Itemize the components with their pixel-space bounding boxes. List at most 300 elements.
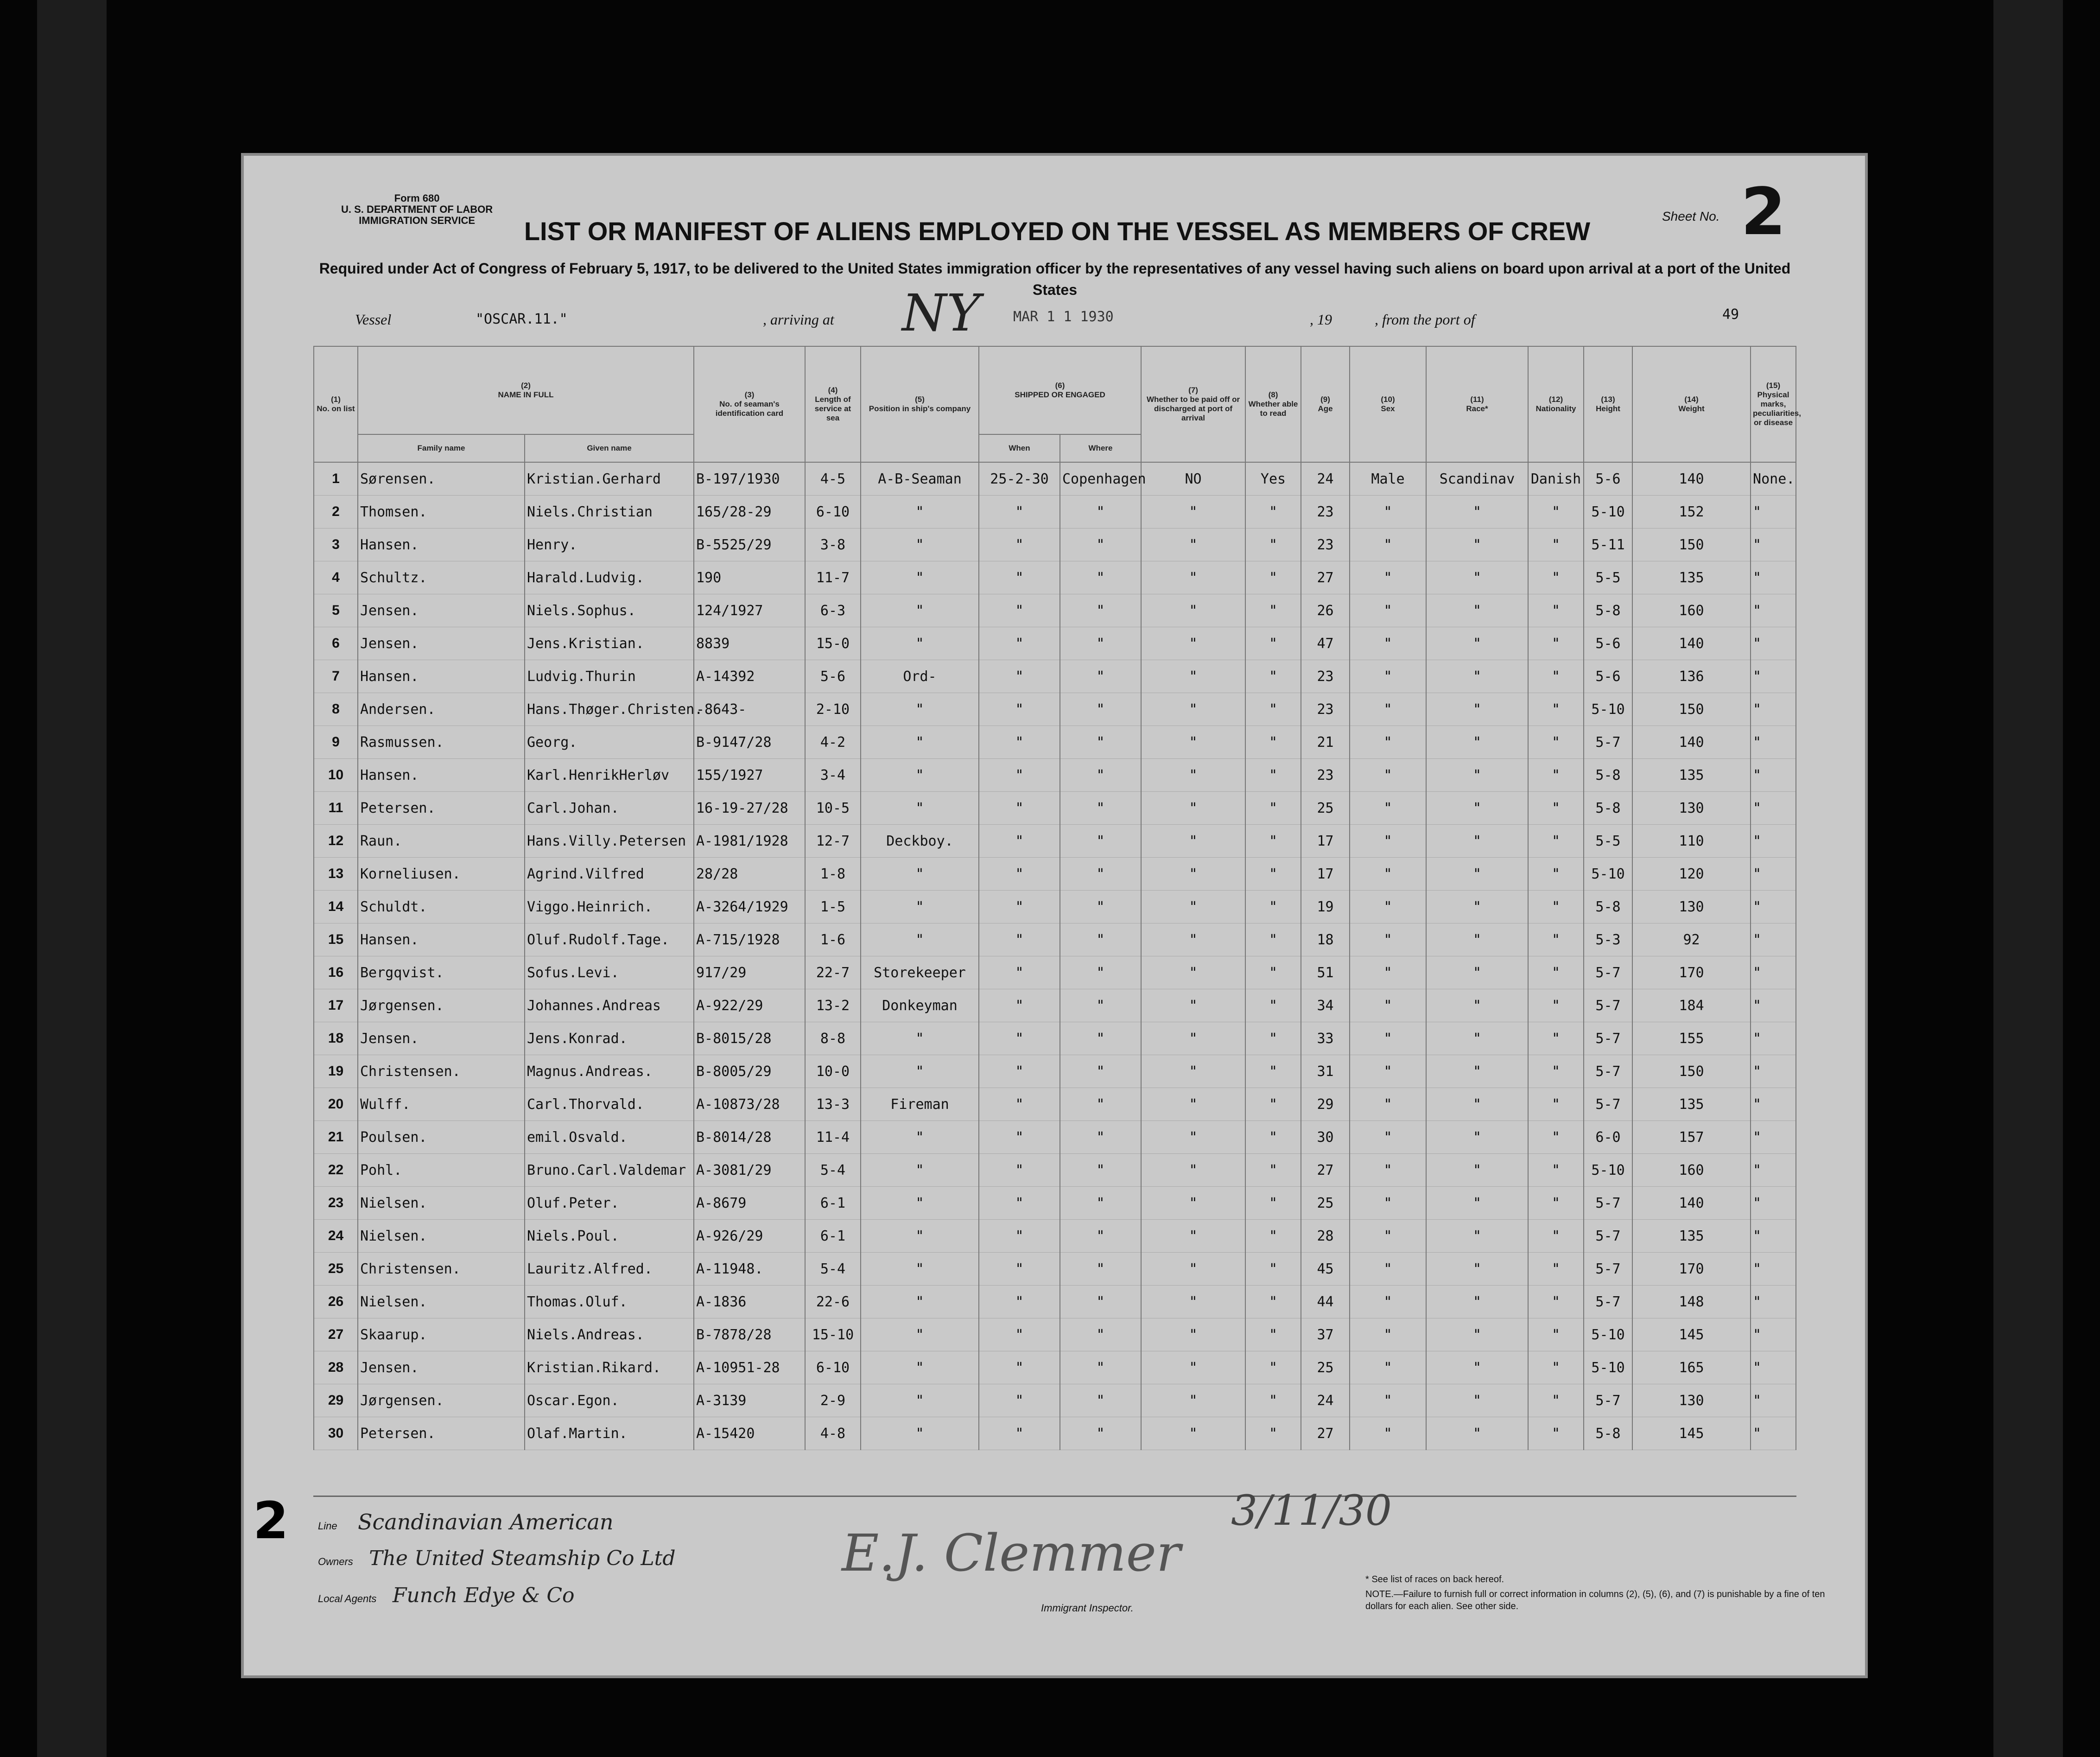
cell-family: Petersen.	[358, 792, 525, 825]
cell-paid: "	[1141, 989, 1245, 1022]
cell-marks: "	[1751, 1121, 1796, 1154]
table-row	[314, 989, 1796, 1022]
table-row	[314, 528, 1796, 561]
cell-marks: "	[1751, 693, 1796, 726]
cell-card: 165/28-29	[694, 496, 805, 528]
cell-nationality: "	[1528, 956, 1584, 989]
cell-no: 27	[314, 1318, 358, 1351]
cell-position: "	[861, 1351, 979, 1384]
cell-service: 15-0	[805, 627, 861, 660]
cell-nationality: "	[1528, 1121, 1584, 1154]
cell-race: "	[1426, 1121, 1528, 1154]
cell-family: Schuldt.	[358, 891, 525, 923]
cell-read: "	[1245, 792, 1301, 825]
cell-card: A-922/29	[694, 989, 805, 1022]
sheet-number: 2	[1741, 174, 1786, 250]
cell-age: 29	[1301, 1088, 1350, 1121]
cell-paid: "	[1141, 528, 1245, 561]
cell-height: 5-7	[1584, 1286, 1632, 1318]
cell-nationality: "	[1528, 1220, 1584, 1253]
cell-height: 5-7	[1584, 1253, 1632, 1286]
cell-weight: 135	[1632, 1088, 1751, 1121]
col-subheader-where: Where	[1060, 434, 1141, 462]
cell-height: 5-7	[1584, 1384, 1632, 1417]
cell-position: "	[861, 1154, 979, 1187]
col-header-marks: (15) Physical marks, peculiarities, or disease	[1751, 346, 1796, 462]
cell-nationality: Danish	[1528, 462, 1584, 496]
cell-position: Fireman	[861, 1088, 979, 1121]
cell-read: "	[1245, 561, 1301, 594]
cell-card: A-715/1928	[694, 923, 805, 956]
cell-family: Andersen.	[358, 693, 525, 726]
cell-card: 28/28	[694, 858, 805, 891]
col-header-no: (1) No. on list	[314, 346, 358, 462]
cell-read: "	[1245, 660, 1301, 693]
cell-no: 3	[314, 528, 358, 561]
cell-height: 5-8	[1584, 594, 1632, 627]
cell-age: 25	[1301, 1187, 1350, 1220]
cell-read: "	[1245, 693, 1301, 726]
cell-no: 26	[314, 1286, 358, 1318]
cell-paid: "	[1141, 1187, 1245, 1220]
cell-card: 8839	[694, 627, 805, 660]
cell-nationality: "	[1528, 693, 1584, 726]
cell-given: emil.Osvald.	[525, 1121, 694, 1154]
cell-age: 23	[1301, 528, 1350, 561]
cell-paid: "	[1141, 660, 1245, 693]
cell-race: "	[1426, 1384, 1528, 1417]
cell-sex: "	[1350, 528, 1426, 561]
cell-card: A-3139	[694, 1384, 805, 1417]
cell-race: "	[1426, 1154, 1528, 1187]
cell-marks: "	[1751, 660, 1796, 693]
cell-age: 26	[1301, 594, 1350, 627]
cell-sex: "	[1350, 726, 1426, 759]
col-header-name: (2) NAME IN FULL	[358, 346, 694, 434]
cell-race: "	[1426, 956, 1528, 989]
cell-family: Bergqvist.	[358, 956, 525, 989]
cell-given: Magnus.Andreas.	[525, 1055, 694, 1088]
agents-label: Local Agents	[318, 1593, 377, 1604]
cell-position: "	[861, 726, 979, 759]
cell-age: 37	[1301, 1318, 1350, 1351]
table-row	[314, 759, 1796, 792]
cell-position: "	[861, 528, 979, 561]
cell-race: "	[1426, 1022, 1528, 1055]
cell-weight: 140	[1632, 627, 1751, 660]
cell-when: "	[979, 1417, 1060, 1450]
cell-weight: 150	[1632, 528, 1751, 561]
cell-service: 3-8	[805, 528, 861, 561]
cell-race: "	[1426, 825, 1528, 858]
cell-marks: "	[1751, 1253, 1796, 1286]
cell-when: "	[979, 1286, 1060, 1318]
cell-paid: "	[1141, 1220, 1245, 1253]
cell-family: Rasmussen.	[358, 726, 525, 759]
cell-no: 13	[314, 858, 358, 891]
cell-nationality: "	[1528, 1253, 1584, 1286]
cell-given: Oscar.Egon.	[525, 1384, 694, 1417]
cell-service: 6-1	[805, 1187, 861, 1220]
cell-paid: "	[1141, 1253, 1245, 1286]
cell-where: "	[1060, 561, 1141, 594]
col-header-height: (13) Height	[1584, 346, 1632, 462]
cell-marks: "	[1751, 1088, 1796, 1121]
cell-card: A-11948.	[694, 1253, 805, 1286]
cell-race: "	[1426, 759, 1528, 792]
cell-read: "	[1245, 1187, 1301, 1220]
cell-height: 5-10	[1584, 496, 1632, 528]
cell-when: "	[979, 1384, 1060, 1417]
cell-paid: "	[1141, 1121, 1245, 1154]
cell-where: "	[1060, 923, 1141, 956]
cell-read: "	[1245, 1253, 1301, 1286]
cell-service: 8-8	[805, 1022, 861, 1055]
cell-height: 5-7	[1584, 1055, 1632, 1088]
cell-where: "	[1060, 1384, 1141, 1417]
cell-age: 28	[1301, 1220, 1350, 1253]
date-stamp: MAR 1 1 1930	[1013, 309, 1114, 325]
table-row	[314, 594, 1796, 627]
cell-family: Pohl.	[358, 1154, 525, 1187]
page-subtitle: Required under Act of Congress of February 5, 1917, to be delivered to the United States immigration officer by the representatives of any vessel having such aliens on board upon arrival at a port of the United States	[319, 260, 1791, 298]
cell-service: 6-3	[805, 594, 861, 627]
cell-service: 4-2	[805, 726, 861, 759]
cell-paid: "	[1141, 1286, 1245, 1318]
table-row	[314, 1088, 1796, 1121]
cell-family: Hansen.	[358, 660, 525, 693]
cell-race: "	[1426, 1417, 1528, 1450]
table-body	[314, 462, 1796, 1450]
cell-read: "	[1245, 1055, 1301, 1088]
line-value: Scandinavian American	[358, 1509, 614, 1534]
cell-weight: 148	[1632, 1286, 1751, 1318]
cell-family: Hansen.	[358, 759, 525, 792]
cell-service: 22-7	[805, 956, 861, 989]
table-row	[314, 1055, 1796, 1088]
cell-family: Jørgensen.	[358, 1384, 525, 1417]
cell-weight: 157	[1632, 1121, 1751, 1154]
cell-race: "	[1426, 858, 1528, 891]
col-header-shipped: (6) SHIPPED OR ENGAGED	[979, 346, 1141, 434]
cell-family: Skaarup.	[358, 1318, 525, 1351]
cell-where: "	[1060, 496, 1141, 528]
cell-position: "	[861, 1121, 979, 1154]
cell-marks: "	[1751, 528, 1796, 561]
cell-family: Jensen.	[358, 627, 525, 660]
cell-family: Raun.	[358, 825, 525, 858]
cell-family: Jensen.	[358, 1022, 525, 1055]
cell-family: Nielsen.	[358, 1286, 525, 1318]
cell-weight: 130	[1632, 891, 1751, 923]
cell-nationality: "	[1528, 1286, 1584, 1318]
cell-given: Sofus.Levi.	[525, 956, 694, 989]
cell-marks: "	[1751, 726, 1796, 759]
cell-position: "	[861, 496, 979, 528]
cell-height: 5-10	[1584, 1318, 1632, 1351]
cell-sex: "	[1350, 792, 1426, 825]
cell-height: 5-7	[1584, 1022, 1632, 1055]
cell-race: "	[1426, 1088, 1528, 1121]
cell-marks: "	[1751, 891, 1796, 923]
cell-marks: "	[1751, 1286, 1796, 1318]
cell-age: 18	[1301, 923, 1350, 956]
cell-service: 12-7	[805, 825, 861, 858]
cell-where: "	[1060, 1286, 1141, 1318]
cell-where: "	[1060, 825, 1141, 858]
cell-when: "	[979, 1154, 1060, 1187]
cell-race: "	[1426, 693, 1528, 726]
cell-given: Lauritz.Alfred.	[525, 1253, 694, 1286]
cell-service: 2-9	[805, 1384, 861, 1417]
cell-height: 5-10	[1584, 1351, 1632, 1384]
cell-height: 5-11	[1584, 528, 1632, 561]
cell-no: 11	[314, 792, 358, 825]
cell-marks: "	[1751, 1417, 1796, 1450]
cell-family: Jensen.	[358, 1351, 525, 1384]
cell-where: "	[1060, 1417, 1141, 1450]
cell-position: "	[861, 1187, 979, 1220]
cell-weight: 136	[1632, 660, 1751, 693]
table-row	[314, 1351, 1796, 1384]
cell-weight: 145	[1632, 1318, 1751, 1351]
cell-where: "	[1060, 528, 1141, 561]
cell-weight: 130	[1632, 792, 1751, 825]
cell-sex: "	[1350, 923, 1426, 956]
cell-read: "	[1245, 825, 1301, 858]
cell-where: "	[1060, 1121, 1141, 1154]
cell-height: 5-5	[1584, 561, 1632, 594]
handwritten-date: 3/11/30	[1231, 1486, 1392, 1535]
cell-where: "	[1060, 1351, 1141, 1384]
cell-marks: "	[1751, 989, 1796, 1022]
cell-paid: "	[1141, 1417, 1245, 1450]
inspector-signature: E.J. Clemmer	[842, 1523, 1181, 1583]
cell-paid: "	[1141, 561, 1245, 594]
cell-weight: 150	[1632, 1055, 1751, 1088]
cell-service: 6-10	[805, 1351, 861, 1384]
cell-race: "	[1426, 594, 1528, 627]
cell-weight: 130	[1632, 1384, 1751, 1417]
cell-given: Henry.	[525, 528, 694, 561]
cell-card: 16-19-27/28	[694, 792, 805, 825]
cell-given: Karl.HenrikHerløv	[525, 759, 694, 792]
cell-paid: "	[1141, 693, 1245, 726]
cell-weight: 165	[1632, 1351, 1751, 1384]
cell-race: "	[1426, 1187, 1528, 1220]
cell-nationality: "	[1528, 660, 1584, 693]
cell-height: 5-3	[1584, 923, 1632, 956]
cell-race: Scandinav	[1426, 462, 1528, 496]
cell-when: "	[979, 1187, 1060, 1220]
cell-given: Olaf.Martin.	[525, 1417, 694, 1450]
cell-nationality: "	[1528, 825, 1584, 858]
cell-position: Deckboy.	[861, 825, 979, 858]
cell-race: "	[1426, 660, 1528, 693]
table-row	[314, 660, 1796, 693]
cell-no: 12	[314, 825, 358, 858]
cell-sex: "	[1350, 1253, 1426, 1286]
stamp-number: 49	[1722, 306, 1739, 323]
cell-age: 27	[1301, 1417, 1350, 1450]
cell-weight: 120	[1632, 858, 1751, 891]
cell-height: 6-0	[1584, 1121, 1632, 1154]
table-row	[314, 627, 1796, 660]
cell-race: "	[1426, 496, 1528, 528]
col-header-nationality: (12) Nationality	[1528, 346, 1584, 462]
cell-when: "	[979, 1088, 1060, 1121]
cell-height: 5-6	[1584, 627, 1632, 660]
cell-race: "	[1426, 1253, 1528, 1286]
cell-age: 31	[1301, 1055, 1350, 1088]
cell-read: "	[1245, 1121, 1301, 1154]
col-header-read: (8) Whether able to read	[1245, 346, 1301, 462]
cell-height: 5-8	[1584, 759, 1632, 792]
cell-height: 5-7	[1584, 956, 1632, 989]
cell-service: 22-6	[805, 1286, 861, 1318]
cell-given: Hans.Thøger.Christen.	[525, 693, 694, 726]
cell-nationality: "	[1528, 989, 1584, 1022]
footer-divider	[313, 1496, 1796, 1497]
cell-age: 34	[1301, 989, 1350, 1022]
cell-height: 5-7	[1584, 726, 1632, 759]
cell-position: "	[861, 923, 979, 956]
cell-when: "	[979, 1022, 1060, 1055]
table-row	[314, 1417, 1796, 1450]
cell-paid: "	[1141, 1384, 1245, 1417]
cell-position: "	[861, 759, 979, 792]
cell-given: Niels.Poul.	[525, 1220, 694, 1253]
cell-position: "	[861, 1318, 979, 1351]
table-row	[314, 462, 1796, 496]
cell-read: "	[1245, 891, 1301, 923]
cell-paid: "	[1141, 726, 1245, 759]
cell-service: 5-4	[805, 1253, 861, 1286]
cell-when: "	[979, 1121, 1060, 1154]
cell-read: "	[1245, 594, 1301, 627]
cell-read: "	[1245, 1417, 1301, 1450]
cell-no: 14	[314, 891, 358, 923]
year-label: , 19	[1310, 311, 1332, 328]
cell-weight: 160	[1632, 594, 1751, 627]
cell-given: Georg.	[525, 726, 694, 759]
cell-marks: "	[1751, 1055, 1796, 1088]
col-header-paid: (7) Whether to be paid off or discharged at port of arrival	[1141, 346, 1245, 462]
cell-when: "	[979, 594, 1060, 627]
from-label: , from the port of	[1375, 311, 1475, 328]
cell-position: "	[861, 1055, 979, 1088]
cell-card: A-3264/1929	[694, 891, 805, 923]
cell-race: "	[1426, 1220, 1528, 1253]
table-row	[314, 1022, 1796, 1055]
cell-weight: 170	[1632, 956, 1751, 989]
cell-nationality: "	[1528, 1022, 1584, 1055]
agents-value: Funch Edye & Co	[392, 1584, 575, 1607]
cell-card: A-3081/29	[694, 1154, 805, 1187]
cell-age: 17	[1301, 825, 1350, 858]
cell-read: "	[1245, 956, 1301, 989]
cell-height: 5-6	[1584, 660, 1632, 693]
cell-service: 2-10	[805, 693, 861, 726]
cell-family: Korneliusen.	[358, 858, 525, 891]
cell-sex: "	[1350, 759, 1426, 792]
cell-age: 27	[1301, 561, 1350, 594]
cell-nationality: "	[1528, 594, 1584, 627]
table-row	[314, 1384, 1796, 1417]
cell-card: A-8679	[694, 1187, 805, 1220]
cell-card: A-10873/28	[694, 1088, 805, 1121]
table-row	[314, 1220, 1796, 1253]
cell-given: Carl.Thorvald.	[525, 1088, 694, 1121]
cell-service: 15-10	[805, 1318, 861, 1351]
cell-given: Oluf.Peter.	[525, 1187, 694, 1220]
cell-sex: "	[1350, 1187, 1426, 1220]
footer-agents	[318, 1584, 920, 1607]
cell-where: "	[1060, 627, 1141, 660]
cell-marks: "	[1751, 1187, 1796, 1220]
cell-age: 25	[1301, 1351, 1350, 1384]
table-header	[314, 346, 1801, 462]
cell-where: Copenhagen	[1060, 462, 1141, 496]
table-row	[314, 1286, 1796, 1318]
cell-when: "	[979, 858, 1060, 891]
cell-card: B-9147/28	[694, 726, 805, 759]
cell-height: 5-7	[1584, 1088, 1632, 1121]
cell-no: 25	[314, 1253, 358, 1286]
cell-age: 24	[1301, 1384, 1350, 1417]
cell-weight: 145	[1632, 1417, 1751, 1450]
cell-card: A-15420	[694, 1417, 805, 1450]
cell-position: "	[861, 627, 979, 660]
col-subheader-family: Family name	[358, 434, 525, 462]
cell-weight: 110	[1632, 825, 1751, 858]
cell-nationality: "	[1528, 1384, 1584, 1417]
arriving-label: , arriving at	[763, 311, 834, 328]
form-info: Form 680 U. S. DEPARTMENT OF LABOR IMMIGRATION SERVICE	[341, 192, 493, 226]
cell-sex: "	[1350, 627, 1426, 660]
cell-nationality: "	[1528, 923, 1584, 956]
cell-race: "	[1426, 1286, 1528, 1318]
cell-no: 10	[314, 759, 358, 792]
cell-when: "	[979, 693, 1060, 726]
cell-card: 190	[694, 561, 805, 594]
owners-label: Owners	[318, 1556, 353, 1567]
cell-position: "	[861, 693, 979, 726]
cell-no: 28	[314, 1351, 358, 1384]
cell-card: A-10951-28	[694, 1351, 805, 1384]
cell-sex: "	[1350, 858, 1426, 891]
cell-age: 23	[1301, 759, 1350, 792]
cell-family: Wulff.	[358, 1088, 525, 1121]
cell-sex: Male	[1350, 462, 1426, 496]
col-header-position: (5) Position in ship's company	[861, 346, 979, 462]
cell-no: 17	[314, 989, 358, 1022]
cell-family: Nielsen.	[358, 1220, 525, 1253]
cell-age: 23	[1301, 693, 1350, 726]
col-header-sex: (10) Sex	[1350, 346, 1426, 462]
cell-weight: 155	[1632, 1022, 1751, 1055]
cell-nationality: "	[1528, 1318, 1584, 1351]
cell-position: "	[861, 792, 979, 825]
cell-paid: "	[1141, 759, 1245, 792]
cell-family: Christensen.	[358, 1055, 525, 1088]
cell-nationality: "	[1528, 627, 1584, 660]
cell-paid: "	[1141, 1154, 1245, 1187]
cell-read: "	[1245, 1318, 1301, 1351]
cell-weight: 170	[1632, 1253, 1751, 1286]
footer-line	[318, 1509, 874, 1534]
cell-family: Jensen.	[358, 594, 525, 627]
